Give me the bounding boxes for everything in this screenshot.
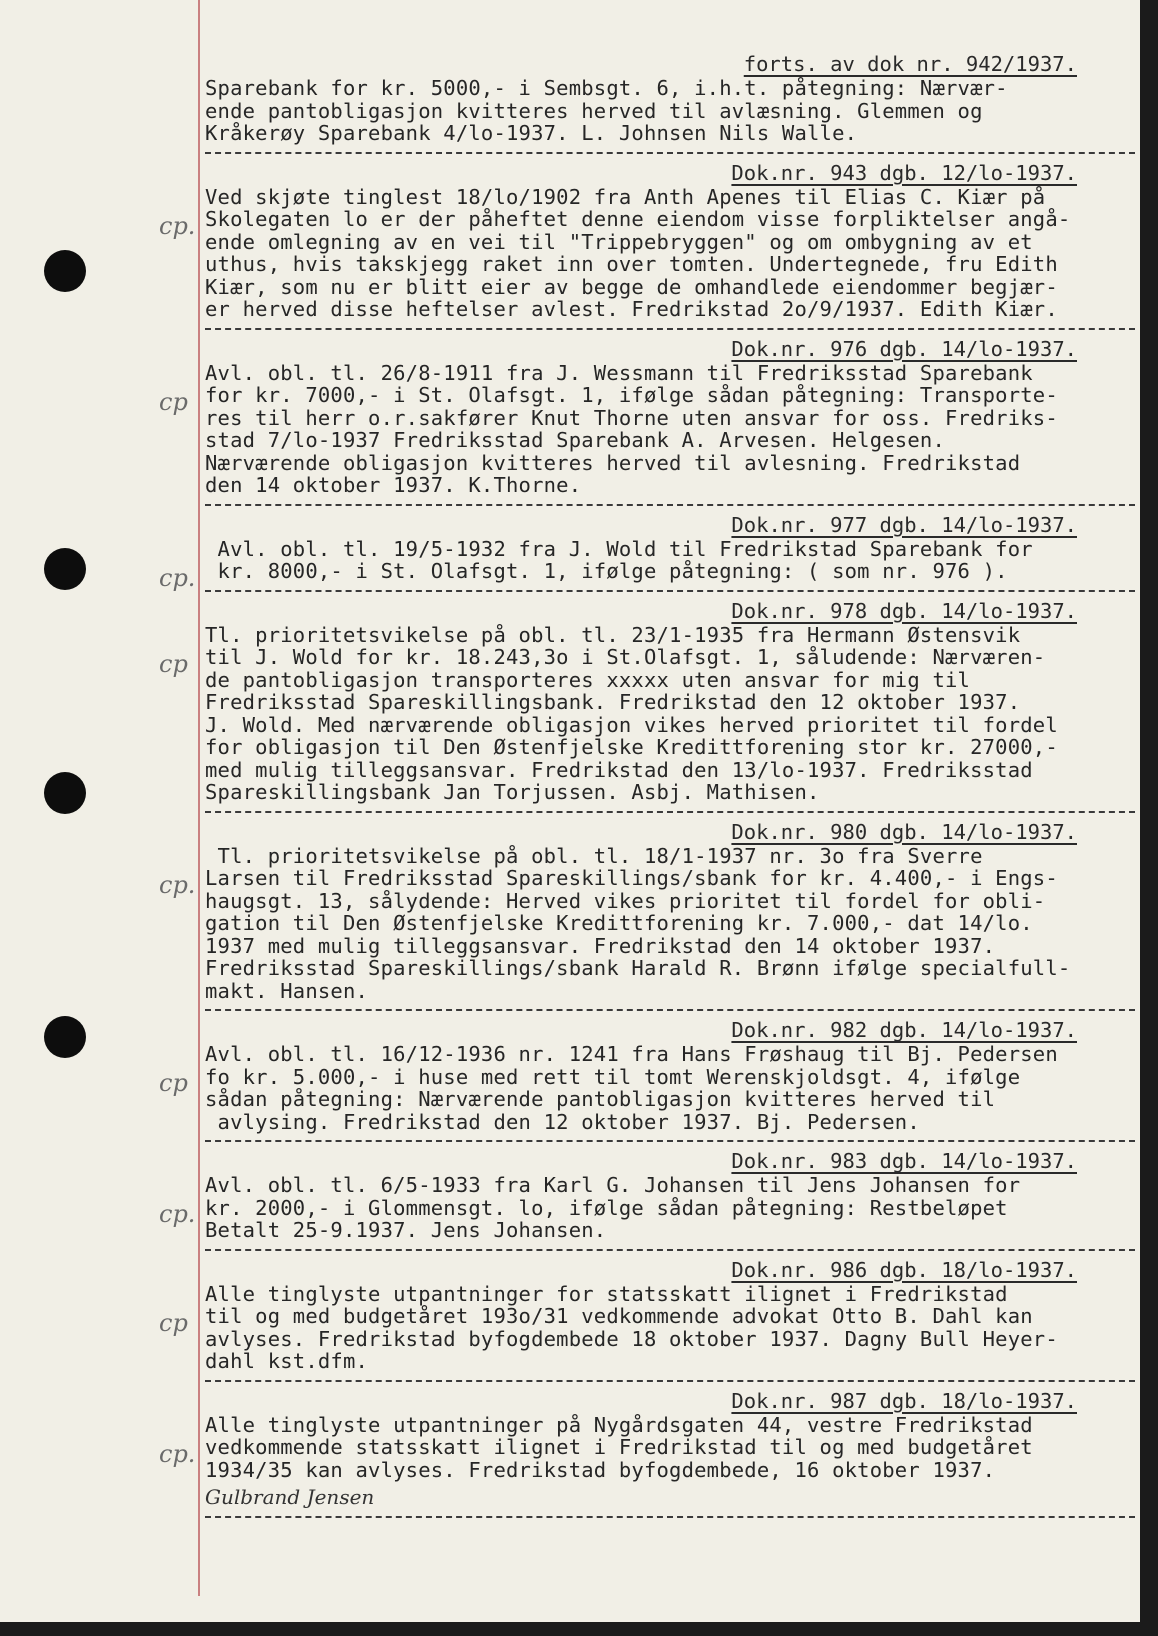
entry-line: Fredriksstad Spareskillingsbank. Fredrikstad den 12 oktober 1937. bbox=[205, 690, 1021, 714]
margin-mark: cp bbox=[159, 1308, 188, 1337]
margin-mark: cp. bbox=[159, 211, 196, 240]
entry-separator bbox=[205, 1249, 1135, 1251]
entry-header bbox=[205, 337, 1135, 362]
entry-line: kr. 8000,- i St. Olafsgt. 1, ifølge påtegning: ( som nr. 976 ). bbox=[205, 559, 1008, 583]
entry-line: ende pantobligasjon kvitteres herved til avlæsning. Glemmen og bbox=[205, 98, 983, 123]
document-entry bbox=[159, 1009, 1135, 1134]
entry-line: 1937 med mulig tilleggsansvar. Fredrikstad den 14 oktober 1937. bbox=[205, 933, 996, 958]
entry-line: fo kr. 5.000,- i huse med rett til tomt Werenskjoldsgt. 4, ifølge bbox=[205, 1064, 1021, 1089]
entry-separator bbox=[205, 1380, 1135, 1382]
entry-line: Fredriksstad Spareskillings/sbank Harald R. Brønn ifølge specialfull- bbox=[205, 956, 1071, 980]
entry-line: Avl. obl. tl. 16/12-1936 nr. 1241 fra Hans Frøshaug til Bj. Pedersen bbox=[205, 1042, 1058, 1066]
entries-list bbox=[159, 52, 1135, 1525]
punch-hole bbox=[44, 1016, 86, 1058]
entry-header bbox=[205, 599, 1135, 624]
punch-hole bbox=[44, 772, 86, 814]
document-entry bbox=[205, 52, 1135, 145]
entry-line: Betalt 25-9.1937. Jens Johansen. bbox=[205, 1218, 607, 1242]
entry-header bbox=[205, 52, 1135, 77]
document-entry bbox=[159, 1140, 1135, 1242]
document-entry bbox=[159, 811, 1135, 1003]
entry-header-text: Dok.nr. 986 dgb. 18/lo-1937. bbox=[731, 1257, 1077, 1282]
margin-mark: cp bbox=[159, 1069, 188, 1097]
margin-mark: cp. bbox=[159, 563, 196, 592]
entry-header-text: Dok.nr. 976 dgb. 14/lo-1937. bbox=[731, 336, 1077, 361]
entry-line: Avl. obl. tl. 26/8-1911 fra J. Wessmann til Fredriksstad Sparebank bbox=[205, 360, 1033, 385]
entry-line: kr. 2000,- i Glommensgt. lo, ifølge sådan påtegning: Restbeløpet bbox=[205, 1195, 1008, 1220]
entry-line: den 14 oktober 1937. K.Thorne. bbox=[205, 473, 582, 497]
entry-header-text: Dok.nr. 980 dgb. 14/lo-1937. bbox=[731, 819, 1077, 844]
entry-line: til og med budgetåret 193o/31 vedkommende advokat Otto B. Dahl kan bbox=[205, 1304, 1033, 1328]
entry-separator bbox=[205, 811, 1135, 813]
entry-line: uthus, hvis takskjegg raket inn over tomten. Undertegnede, fru Edith bbox=[205, 252, 1058, 276]
entry-line: Sparebank for kr. 5000,- i Sembsgt. 6, i.h.t. påtegning: Nærvær- bbox=[205, 76, 1008, 100]
entry-line: Larsen til Fredriksstad Spareskillings/sbank for kr. 4.400,- i Engs- bbox=[205, 866, 1058, 890]
margin-mark: cp bbox=[159, 387, 188, 416]
document-entry bbox=[159, 504, 1135, 592]
entry-line: Avl. obl. tl. 19/5-1932 fra J. Wold til Fredrikstad Sparebank for bbox=[205, 536, 1033, 561]
entry-line: avlyses. Fredrikstad byfogdembede 18 oktober 1937. Dagny Bull Heyer- bbox=[205, 1326, 1058, 1351]
entry-separator bbox=[205, 1516, 1135, 1518]
entry-header-text: forts. av dok nr. 942/1937. bbox=[743, 52, 1077, 76]
entry-header-text: Dok.nr. 943 dgb. 12/lo-1937. bbox=[731, 160, 1077, 185]
entry-line: Alle tinglyste utpantninger for statsskatt ilignet i Fredrikstad bbox=[205, 1281, 1008, 1306]
entry-line: Avl. obl. tl. 6/5-1933 fra Karl G. Johansen til Jens Johansen for bbox=[205, 1173, 1021, 1197]
entry-line: Nærværende obligasjon kvitteres herved til avlesning. Fredrikstad bbox=[205, 450, 1021, 475]
entry-separator bbox=[205, 328, 1135, 330]
entry-line: haugsgt. 13, sålydende: Herved vikes prioritet til fordel for obli- bbox=[205, 888, 1046, 913]
entry-line: ende omlegning av en vei til "Trippebryggen" og om ombygning av et bbox=[205, 229, 1033, 254]
entry-line: med mulig tilleggsansvar. Fredrikstad den 13/lo-1937. Fredriksstad bbox=[205, 757, 1033, 782]
entry-line: avlysing. Fredrikstad den 12 oktober 1937. Bj. Pedersen. bbox=[205, 1109, 920, 1134]
entry-separator bbox=[205, 504, 1135, 506]
entry-line: Ved skjøte tinglest 18/lo/1902 fra Anth Apenes til Elias C. Kiær på bbox=[205, 184, 1046, 209]
entry-separator bbox=[205, 1009, 1135, 1011]
entry-line: makt. Hansen. bbox=[205, 978, 369, 1003]
entry-header bbox=[205, 820, 1135, 845]
entry-line: gation til Den Østenfjelske Kredittforening kr. 7.000,- dat 14/lo. bbox=[205, 911, 1033, 935]
entry-line: Kiær, som nu er blitt eier av begge de omhandlede eiendommer begjær- bbox=[205, 274, 1058, 299]
entry-line: dahl kst.dfm. bbox=[205, 1349, 369, 1373]
entry-header bbox=[205, 513, 1135, 538]
punch-hole bbox=[44, 548, 86, 590]
entry-line: Kråkerøy Sparebank 4/lo-1937. L. Johnsen Nils Walle. bbox=[205, 121, 858, 145]
entry-line: vedkommende statsskatt ilignet i Fredrikstad til og med budgetåret bbox=[205, 1435, 1033, 1459]
document-entry bbox=[159, 1380, 1135, 1482]
document-entry bbox=[159, 152, 1135, 321]
entry-header-text: Dok.nr. 987 dgb. 18/lo-1937. bbox=[731, 1388, 1077, 1413]
entry-line: Skolegaten lo er der påheftet denne eiendom visse forpliktelser angå- bbox=[205, 207, 1071, 231]
entry-line: Tl. prioritetsvikelse på obl. tl. 23/1-1935 fra Hermann Østensvik bbox=[205, 622, 1021, 647]
entry-header-text: Dok.nr. 983 dgb. 14/lo-1937. bbox=[731, 1149, 1077, 1173]
entry-line: Spareskillingsbank Jan Torjussen. Asbj. Mathisen. bbox=[205, 780, 820, 804]
entry-line: til J. Wold for kr. 18.243,3o i St.Olafsgt. 1, såludende: Nærværen- bbox=[205, 645, 1046, 669]
entry-line: 1934/35 kan avlyses. Fredrikstad byfogdembede, 16 oktober 1937. bbox=[205, 1457, 996, 1482]
entry-header-text: Dok.nr. 982 dgb. 14/lo-1937. bbox=[731, 1018, 1077, 1042]
document-entry bbox=[159, 1249, 1135, 1373]
entry-separator bbox=[205, 1140, 1135, 1142]
signature: Gulbrand Jensen bbox=[205, 1485, 375, 1509]
entry-header-text: Dok.nr. 978 dgb. 14/lo-1937. bbox=[731, 598, 1077, 623]
entry-header-text: Dok.nr. 977 dgb. 14/lo-1937. bbox=[731, 512, 1077, 537]
punch-hole bbox=[44, 250, 86, 292]
entry-line: res til herr o.r.sakfører Knut Thorne uten ansvar for oss. Fredriks- bbox=[205, 405, 1058, 430]
entry-separator bbox=[205, 590, 1135, 592]
entry-line: er herved disse heftelser avlest. Fredrikstad 2o/9/1937. Edith Kiær. bbox=[205, 297, 1058, 321]
entry-line: for kr. 7000,- i St. Olafsgt. 1, ifølge sådan påtegning: Transporte- bbox=[205, 383, 1058, 407]
entry-line: Tl. prioritetsvikelse på obl. tl. 18/1-1937 nr. 3o fra Sverre bbox=[205, 843, 983, 868]
margin-mark: cp. bbox=[159, 1200, 196, 1228]
document-entry bbox=[159, 328, 1135, 497]
document-entry bbox=[159, 590, 1135, 804]
margin-mark: cp. bbox=[159, 1439, 196, 1468]
entry-line: Alle tinglyste utpantninger på Nygårdsgaten 44, vestre Fredrikstad bbox=[205, 1412, 1033, 1437]
entry-header bbox=[205, 1018, 1135, 1043]
entry-header bbox=[205, 161, 1135, 186]
entry-separator bbox=[205, 152, 1135, 154]
margin-mark: cp. bbox=[159, 870, 196, 899]
margin-mark: cp bbox=[159, 649, 188, 678]
entry-header bbox=[205, 1258, 1135, 1283]
entry-header bbox=[205, 1389, 1135, 1414]
entry-line: J. Wold. Med nærværende obligasjon vikes herved prioritet til fordel bbox=[205, 712, 1058, 737]
entry-line: stad 7/lo-1937 Fredriksstad Sparebank A. Arvesen. Helgesen. bbox=[205, 428, 945, 452]
entry-line: sådan påtegning: Nærværende pantobligasjon kvitteres herved til bbox=[205, 1087, 996, 1111]
entry-line: for obligasjon til Den Østenfjelske Kredittforening stor kr. 27000,- bbox=[205, 735, 1058, 759]
entry-header bbox=[205, 1149, 1135, 1174]
margin-rule bbox=[198, 0, 200, 1596]
entry-line: de pantobligasjon transporteres xxxxx uten ansvar for mig til bbox=[205, 667, 971, 692]
